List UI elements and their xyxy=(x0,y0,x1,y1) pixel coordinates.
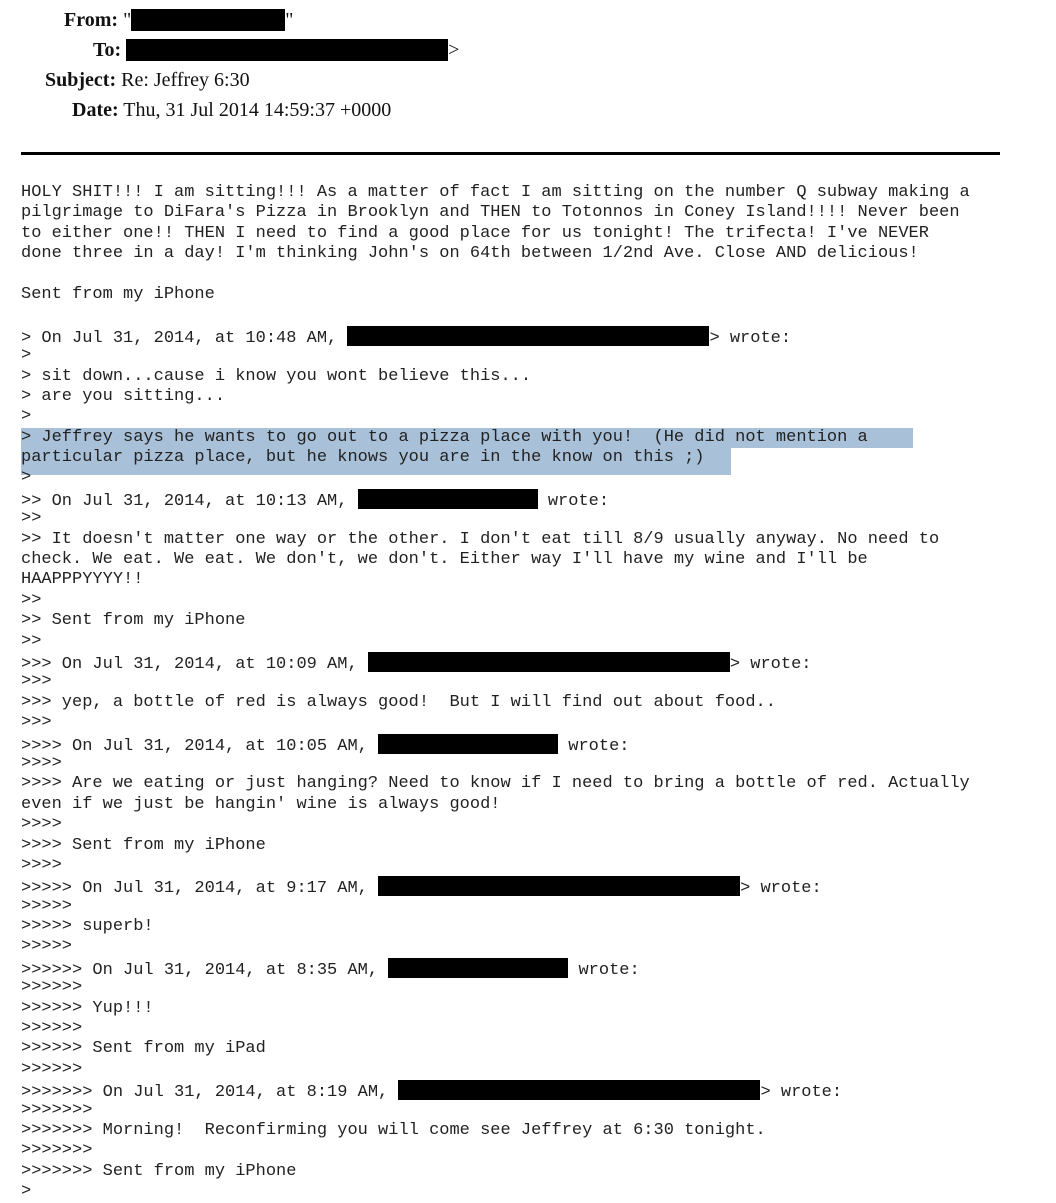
subject-line xyxy=(45,68,250,92)
quote-line: >>>> xyxy=(21,753,62,773)
quote-header-redaction xyxy=(398,1080,760,1100)
highlighted-quote-line: > Jeffrey says he wants to go out to a pizza place with you! (He did not mention a xyxy=(21,427,868,447)
message-body xyxy=(21,183,1041,1203)
quote-header-2 xyxy=(21,489,1041,509)
quote-header-text: >>>>>> On Jul 31, 2014, at 8:35 AM, xyxy=(21,960,389,980)
date-value: Thu, 31 Jul 2014 14:59:37 +0000 xyxy=(123,99,392,121)
quote-line: >>>>>> xyxy=(21,1019,83,1039)
to-label: To: xyxy=(93,39,122,61)
date-label: Date: xyxy=(72,99,119,121)
from-quote-close: " xyxy=(285,9,294,31)
quote-line: >>> yep, a bottle of red is always good! But I will find out about food.. xyxy=(21,692,776,712)
quote-header-suffix: wrote: xyxy=(537,491,610,511)
to-line xyxy=(93,38,459,62)
quote-header-text: >>> On Jul 31, 2014, at 10:09 AM, xyxy=(21,654,368,674)
signature-line: Sent from my iPhone xyxy=(21,284,215,304)
quote-header-text: > On Jul 31, 2014, at 10:48 AM, xyxy=(21,328,348,348)
from-quote-open: " xyxy=(123,9,132,31)
to-suffix: > xyxy=(448,39,460,61)
quote-header-suffix: > wrote: xyxy=(729,654,812,674)
quote-line: >>>> Sent from my iPhone xyxy=(21,835,266,855)
subject-value: Re: Jeffrey 6:30 xyxy=(121,69,250,91)
quote-line: >>>>> xyxy=(21,937,73,957)
from-line xyxy=(64,8,293,32)
quote-line: > xyxy=(21,407,32,427)
quote-line: > xyxy=(21,346,32,366)
quote-header-suffix: wrote: xyxy=(558,736,630,756)
quote-header-text: >>>>> On Jul 31, 2014, at 9:17 AM, xyxy=(21,879,379,899)
quote-header-suffix: > wrote: xyxy=(709,328,792,348)
quote-header-redaction xyxy=(358,489,538,509)
quote-header-7 xyxy=(21,1080,1041,1103)
quote-header-1 xyxy=(21,326,1041,346)
quote-header-6 xyxy=(21,958,1041,978)
quote-header-redaction xyxy=(378,734,558,754)
body-line: done three in a day! I'm thinking John's on 64th between 1/2nd Ave. Close AND delicious! xyxy=(21,244,919,264)
quote-line: >>>>>> xyxy=(21,978,83,998)
from-label: From: xyxy=(64,9,119,31)
quote-line: > xyxy=(21,468,32,488)
subject-label: Subject: xyxy=(45,69,117,91)
quote-header-redaction xyxy=(347,326,709,346)
quote-header-redaction xyxy=(388,958,568,978)
quote-header-suffix: > wrote: xyxy=(740,879,822,899)
quote-line: >>>> xyxy=(21,855,62,875)
quote-header-text: >>>>>>> On Jul 31, 2014, at 8:19 AM, xyxy=(21,1083,399,1103)
quote-line: >>> xyxy=(21,713,52,733)
from-redaction xyxy=(131,9,285,31)
quote-line: >>>>>> xyxy=(21,1059,83,1079)
quote-line: >> xyxy=(21,509,42,529)
quote-line: >>>>>>> Sent from my iPhone xyxy=(21,1161,297,1181)
body-line: to either one!! THEN I need to find a good place for us tonight! The trifecta! I've NEVER xyxy=(21,223,929,243)
quote-line: >> xyxy=(21,631,42,651)
quote-line: > xyxy=(21,1182,32,1202)
quote-header-suffix: wrote: xyxy=(568,960,640,980)
highlighted-quote-line: particular pizza place, but he knows you are in the know on this ;) xyxy=(21,448,705,468)
body-line: HOLY SHIT!!! I am sitting!!! As a matter of fact I am sitting on the number Q subway making a xyxy=(21,183,970,202)
header-divider xyxy=(21,152,1000,155)
to-redaction xyxy=(126,39,448,61)
quote-header-text: >>>> On Jul 31, 2014, at 10:05 AM, xyxy=(21,736,379,756)
quote-header-text: >> On Jul 31, 2014, at 10:13 AM, xyxy=(21,491,358,511)
body-line xyxy=(21,265,1041,285)
quote-line: >> Sent from my iPhone xyxy=(21,611,246,631)
quote-line: >>>> xyxy=(21,815,62,835)
quote-header-3 xyxy=(21,652,1041,672)
date-line xyxy=(72,98,391,122)
quote-line: >>>> Are we eating or just hanging? Need to know if I need to bring a bottle of red. Actually xyxy=(21,774,970,794)
quote-line: >> xyxy=(21,590,42,610)
body-line xyxy=(21,305,1041,325)
quote-header-suffix: > wrote: xyxy=(760,1083,843,1103)
quote-line: >>>>> superb! xyxy=(21,917,154,937)
body-line: pilgrimage to DiFara's Pizza in Brooklyn and THEN to Totonnos in Coney Island!!!! Never been xyxy=(21,203,960,223)
quote-line: >>>>>>> xyxy=(21,1100,93,1120)
quote-line: >>>>>> Yup!!! xyxy=(21,998,154,1018)
quote-line: HAAPPPYYYY!! xyxy=(21,570,144,590)
quote-line: > sit down...cause i know you wont believe this... xyxy=(21,366,532,386)
quote-line: > are you sitting... xyxy=(21,386,226,406)
quote-line: >>>>> xyxy=(21,896,73,916)
quote-header-redaction xyxy=(378,876,740,896)
quote-line: >>>>>> Sent from my iPad xyxy=(21,1039,266,1059)
quote-line: >>>>>>> xyxy=(21,1141,93,1161)
quote-header-4 xyxy=(21,734,1041,754)
quote-line: >>> xyxy=(21,672,52,692)
quote-line: check. We eat. We eat. We don't, we don't. Either way I'll have my wine and I'll be xyxy=(21,550,868,570)
quote-line: >>>>>>> Morning! Reconfirming you will come see Jeffrey at 6:30 tonight. xyxy=(21,1120,766,1140)
quote-line: even if we just be hangin' wine is always good! xyxy=(21,794,501,814)
quote-line: >> It doesn't matter one way or the other. I don't eat till 8/9 usually anyway. No need to xyxy=(21,529,940,549)
quote-header-5 xyxy=(21,876,1041,899)
quote-header-redaction xyxy=(368,652,730,672)
